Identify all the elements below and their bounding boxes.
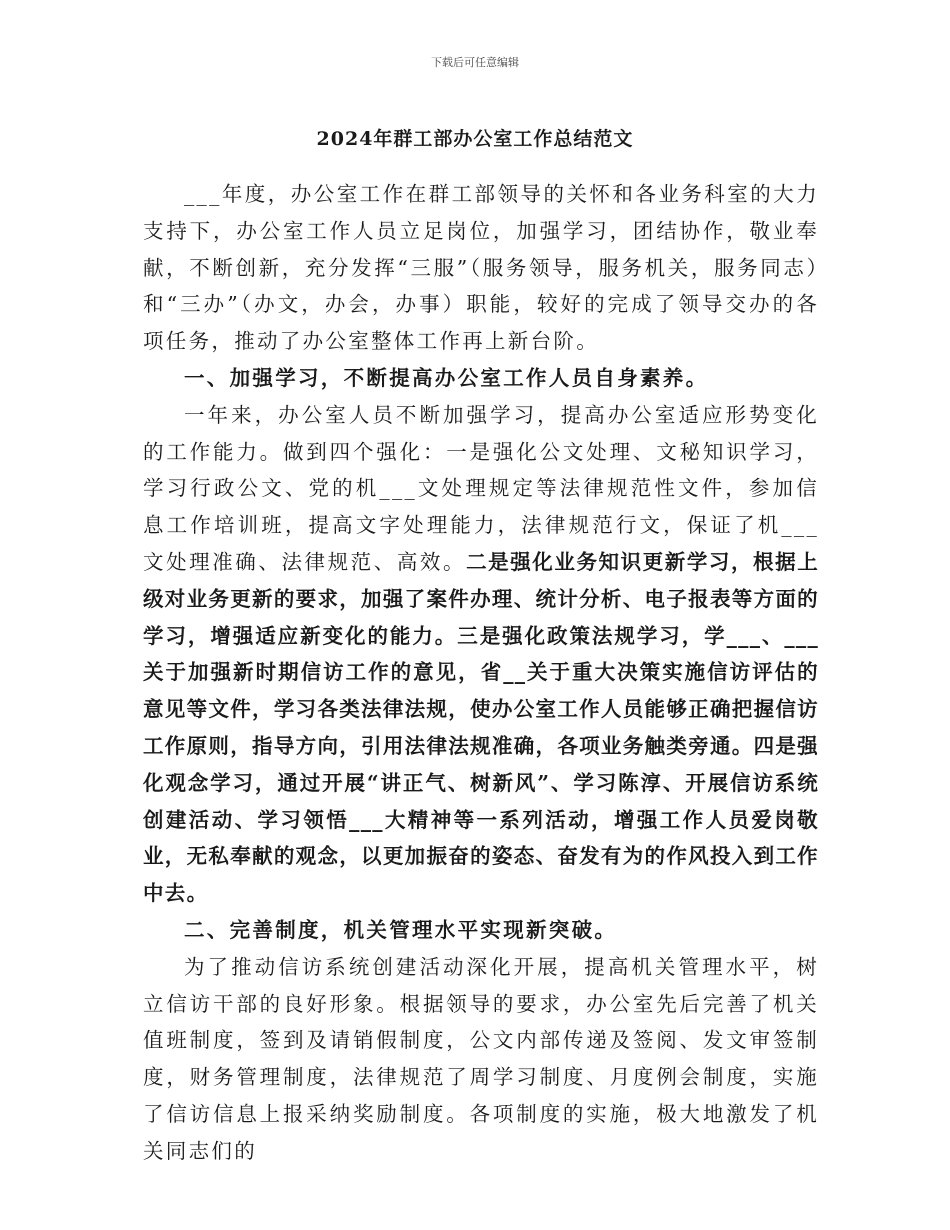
- document-title: 2024年群工部办公室工作总结范文: [316, 128, 634, 150]
- document-body: [143, 176, 819, 1170]
- section-2-paragraph: 为了推动信访系统创建活动深化开展，提高机关管理水平，树立信访干部的良好形象。根据领导的要求，办公室先后完善了机关值班制度，签到及请销假制度，公文内部传递及签阅、发文审签制度，财务管理制度，法律规范了周学习制度、月度例会制度，实施了信访信息上报采纳奖励制度。各项制度的实施，极大地激发了机关同志们的: [143, 954, 819, 1163]
- section-heading-1: 一、加强学习，不断提高办公室工作人员自身素养。: [184, 365, 709, 390]
- section-1-text: 一年来，办公室人员不断加强学习，提高办公室适应形势变化的工作能力。做到四个强化：一是强化公文处理、文秘知识学习，学习行政公文、党的机___文处理规定等法律规范性文件，参加信息工作培训班，提高文字处理能力，法律规范行文，保证了机___文处理准确、法律规范、高效。: [143, 402, 819, 574]
- header-note: 下载后可任意编辑: [431, 56, 519, 69]
- section-1-paragraph: [143, 397, 819, 912]
- section-1-bold-text: 二是强化业务知识更新学习，根据上级对业务更新的要求，加强了案件办理、统计分析、电子报表等方面的学习，增强适应新变化的能力。三是强化政策法规学习，学___、___关于加强新时期信访工作的意见，省__关于重大决策实施信访评估的意见等文件，学习各类法律法规，使办公室工作人员能够正确把握信访工作原则，指导方向，引用法律法规准确，各项业务触类旁通。四是强化观念学习，通过开展“讲正气、树新风”、学习陈淳、开展信访系统创建活动、学习领悟___大精神等一系列活动，增强工作人员爱岗敬业，无私奉献的观念，以更加振奋的姿态、奋发有为的作风投入到工作中去。: [143, 549, 819, 906]
- section-heading-2: 二、完善制度，机关管理水平实现新突破。: [184, 917, 618, 942]
- intro-paragraph: ___年度，办公室工作在群工部领导的关怀和各业务科室的大力支持下，办公室工作人员立足岗位，加强学习，团结协作，敬业奉献，不断创新，充分发挥“三服”（服务领导，服务机关，服务同志）和“三办”（办文，办会，办事）职能，较好的完成了领导交办的各项任务，推动了办公室整体工作再上新台阶。: [143, 182, 819, 354]
